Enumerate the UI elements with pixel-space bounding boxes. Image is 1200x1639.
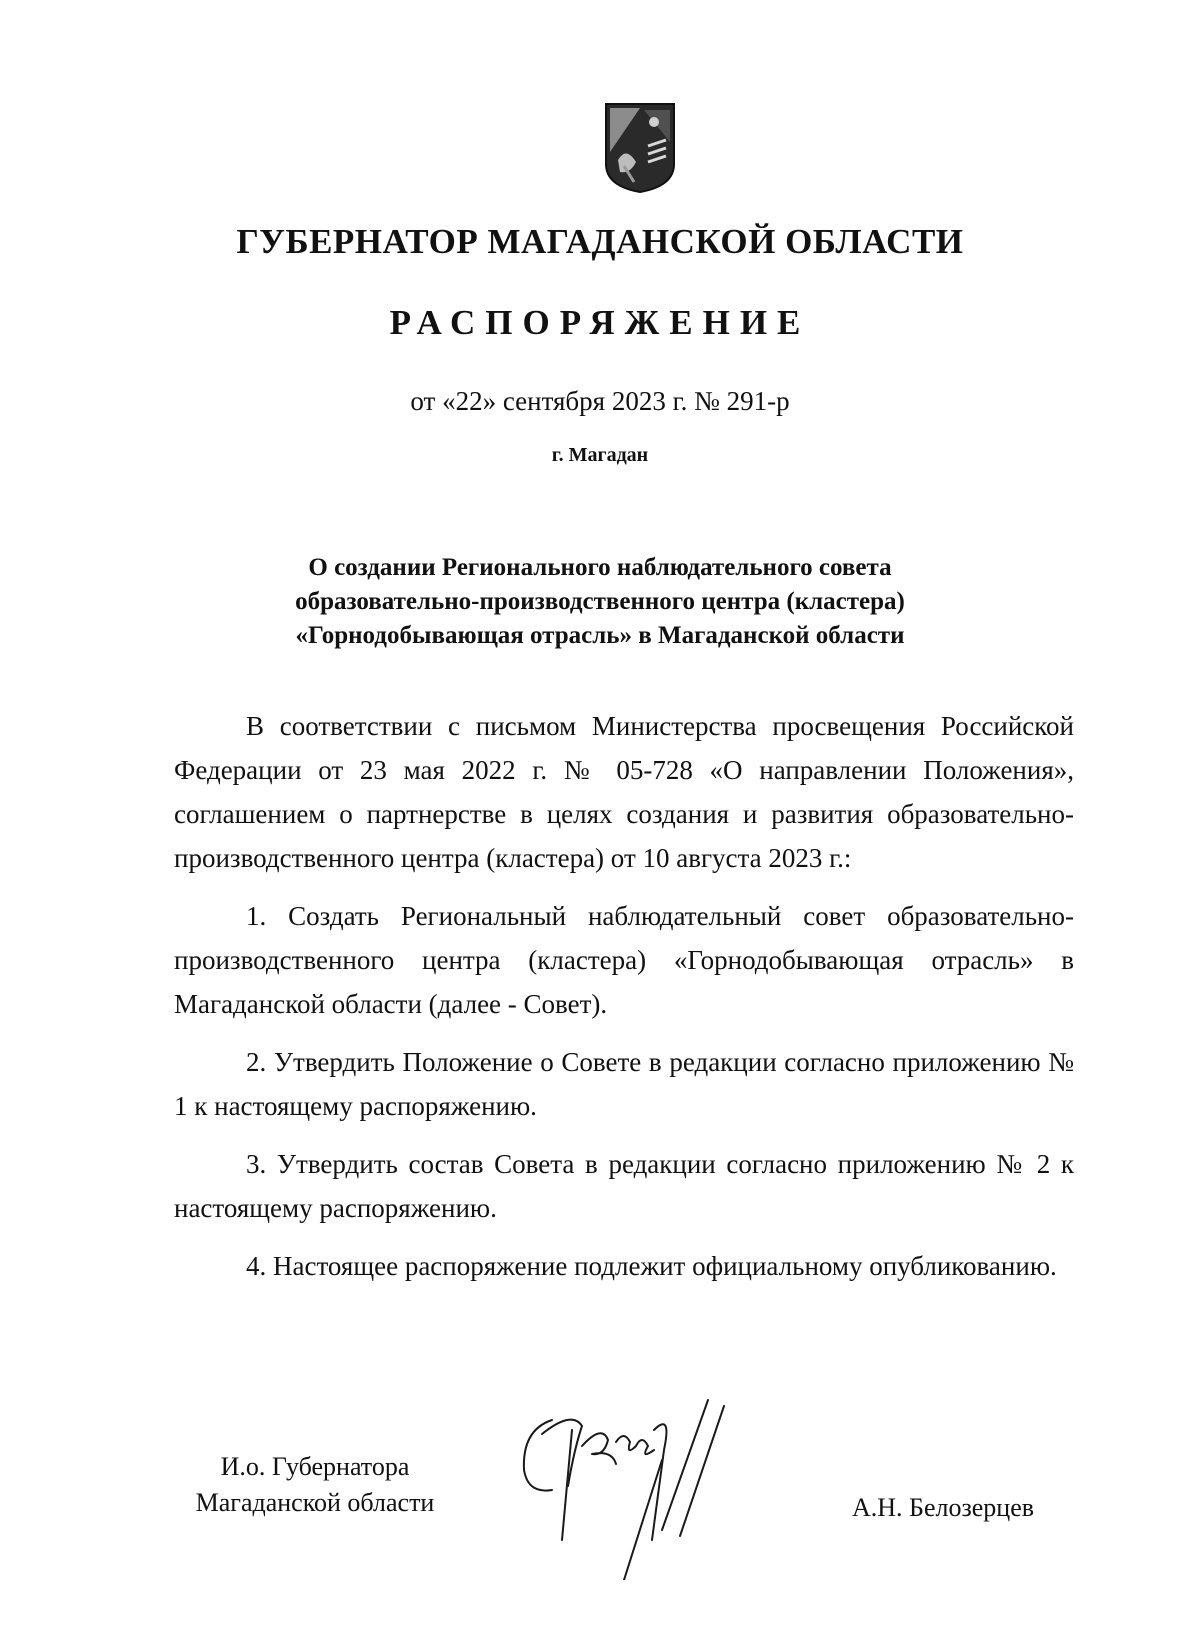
document-title [200, 551, 1000, 653]
document-date-number: от «22» сентября 2023 г. № 291-р [410, 386, 790, 416]
title-line: образовательно-производственного центра (кластера) [295, 588, 905, 615]
title-line: О создании Регионального наблюдательного совета [308, 554, 892, 581]
title-line: «Горнодобывающая отрасль» в Магаданской области [295, 622, 905, 649]
preamble-paragraph: В соответствии с письмом Министерства просвещения Российской Федерации от 23 мая 2022 г. № 05-728 «О направлении Положения», соглашением о партнерстве в целях создания и развития образовательно-производственного центра (кластера) от 10 августа 2023 г.: [174, 711, 1074, 873]
handwritten-signature [512, 1390, 762, 1580]
list-item: 2. Утвердить Положение о Совете в редакции согласно приложению № 1 к настоящему распоряжению. [174, 1047, 1074, 1121]
coat-of-arms-icon [604, 102, 676, 194]
document-body [174, 704, 1074, 1302]
position-line: Магаданской области [195, 1488, 435, 1517]
issuing-authority: ГУБЕРНАТОР МАГАДАНСКОЙ ОБЛАСТИ [236, 222, 964, 261]
position-line: И.о. Губернатора [220, 1452, 410, 1481]
document-city: г. Магадан [551, 444, 649, 466]
signatory-position [175, 1449, 455, 1521]
signatory-name: А.Н. Белозерцев [852, 1493, 1035, 1522]
list-item: 1. Создать Региональный наблюдательный совет образовательно-производственного центра (кластера) «Горнодобывающая отрасль» в Магаданской области (далее - Совет). [174, 901, 1074, 1019]
list-item: 4. Настоящее распоряжение подлежит официальному опубликованию. [246, 1251, 1057, 1281]
list-item: 3. Утвердить состав Совета в редакции согласно приложению № 2 к настоящему распоряжению. [174, 1149, 1074, 1223]
document-type: РАСПОРЯЖЕНИЕ [389, 303, 811, 342]
